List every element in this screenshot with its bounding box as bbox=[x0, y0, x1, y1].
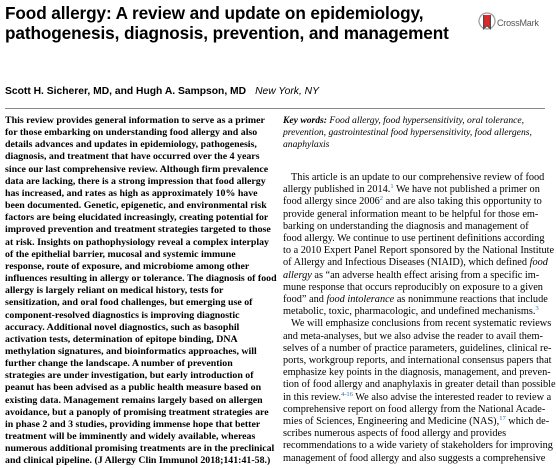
citation-link[interactable]: 4-16 bbox=[340, 390, 353, 398]
abstract-line: peanut has been advised as a public health measure based on bbox=[5, 382, 262, 394]
abstract-line: treatment will be imminently and widely available, whereas bbox=[5, 431, 256, 443]
keywords-line: anaphylaxis bbox=[283, 139, 330, 151]
body-fragment: food intolerance bbox=[323, 294, 395, 306]
body-line: to a 2010 Expert Panel Report sponsored by the National Institute bbox=[283, 245, 555, 257]
citation-link[interactable]: 2 bbox=[379, 195, 383, 203]
body-line: food allergy. We continue to use pertinent definitions according bbox=[283, 233, 545, 245]
body-fragment: and are also taking this opportunity to bbox=[383, 196, 542, 208]
body-fragment: We have not published a primer on bbox=[393, 184, 540, 196]
body-fragment: food bbox=[527, 257, 548, 269]
abstract-line: data are lacking, there is a strong impression that food allergy bbox=[5, 175, 266, 187]
body-line: and meta-analyses, but we also advise the reader to avail them- bbox=[283, 330, 543, 342]
abstract-line: activation tests, determination of epitope binding, DNA bbox=[5, 333, 238, 345]
body-line: recommendations to a wide variety of stakeholders for improving bbox=[283, 440, 553, 452]
body-line: selves of a number of practice parameters, guidelines, clinical re- bbox=[283, 342, 552, 354]
body-line: barking on understanding the diagnosis and management of bbox=[283, 220, 529, 232]
abstract-line: diagnosis, and treatment that have occurred over the 4 years bbox=[5, 151, 260, 163]
author-affiliation: New York, NY bbox=[255, 86, 319, 97]
body-line: ports, workgroup reports, and international consensus papers that bbox=[283, 355, 552, 367]
abstract-line: avoidance, but a panoply of promising treatment strategies are bbox=[5, 406, 269, 418]
crossmark-icon bbox=[478, 12, 496, 36]
citation-link[interactable]: 3 bbox=[535, 305, 539, 313]
body-fragment: in this review. bbox=[283, 391, 341, 403]
crossmark-label: CrossMark bbox=[497, 18, 539, 28]
keywords-line: prevention, gastrointestinal food hypersensitivity, food allergens, bbox=[283, 127, 532, 139]
abstract-line: of the epithelial barrier, mucosal and systemic immune bbox=[5, 248, 236, 260]
body-fragment: of Allergy and Infectious Diseases (NIAID), which defined bbox=[283, 257, 528, 269]
abstract-line: response, route of exposure, and microbiome among other bbox=[5, 260, 250, 272]
body-fragment: which de- bbox=[505, 416, 550, 428]
abstract bbox=[5, 115, 277, 468]
body-line bbox=[283, 294, 548, 306]
abstract-line: improved prevention and treatment strategies targeted to those bbox=[5, 224, 271, 236]
body-fragment: as “an adverse health effect arising from a specific im- bbox=[311, 269, 540, 281]
body-fragment: as nonimmune reactions that include bbox=[394, 294, 548, 306]
abstract-line: has increased, and rates as high as approximately 10% have bbox=[5, 187, 258, 199]
body-line bbox=[283, 270, 545, 282]
body-line: comprehensive report on food allergy from the National Acade- bbox=[283, 403, 546, 415]
body-fragment: metabolic, toxic, pharmacologic, and undefined mechanisms. bbox=[283, 306, 536, 318]
body-line bbox=[283, 306, 545, 318]
body-line bbox=[283, 415, 550, 428]
abstract-line: at risk. Insights on pathophysiology reveal a complex interplay bbox=[5, 236, 269, 248]
body-line: scribes numerous aspects of food allergy and provides bbox=[283, 428, 507, 440]
abstract-line: since our last comprehensive review. Although firm prevalence bbox=[5, 163, 269, 175]
keywords-line bbox=[283, 115, 545, 127]
body-line bbox=[283, 257, 548, 269]
abstract-line: in phase 2 and 3 studies, providing immense hope that better bbox=[5, 418, 261, 430]
body-line: We will emphasize conclusions from recent systematic reviews bbox=[291, 318, 552, 330]
body-line: provide general information meant to be helpful for those em- bbox=[283, 208, 539, 220]
author-names: Scott H. Sicherer, MD, and Hugh A. Sampson, MD bbox=[5, 86, 247, 97]
body-fragment: We also advise the interested reader to review a bbox=[352, 391, 552, 403]
keywords-block bbox=[283, 115, 545, 151]
citation-link[interactable]: 17 bbox=[499, 415, 506, 423]
body-line bbox=[283, 196, 545, 208]
keywords-text: Food allergy, food hypersensitivity, oral tolerance, bbox=[329, 115, 525, 126]
body-line bbox=[283, 390, 552, 404]
abstract-line: sensitization, and oral food challenges, but emerging use of bbox=[5, 297, 253, 309]
body-fragment: food” and bbox=[283, 294, 324, 306]
abstract-line: existing data. Management remains largely based on allergen bbox=[5, 394, 263, 406]
crossmark-badge[interactable] bbox=[475, 12, 551, 46]
abstract-line: for those embarking on understanding food allergy and also bbox=[5, 127, 258, 139]
body-line bbox=[283, 184, 545, 196]
abstract-line: influences resulting in allergy or tolerance. The diagnosis of food bbox=[5, 273, 277, 285]
author-line bbox=[5, 86, 319, 97]
body-line: emphasize key points in the diagnosis, management, and preven- bbox=[283, 367, 551, 379]
body-line: mune response that occurs reproducibly on exposure to a given bbox=[283, 281, 543, 293]
body-text bbox=[283, 172, 556, 465]
abstract-line: details advances and updates in epidemiology, pathogenesis, bbox=[5, 139, 257, 151]
abstract-line: methylation signatures, and bioinformatics approaches, will bbox=[5, 345, 257, 357]
abstract-line: numerous additional promising treatments are in the preclinical bbox=[5, 443, 275, 455]
body-fragment: allergy published in 2014. bbox=[283, 184, 391, 196]
article-title: Food allergy: A review and update on epidemiology, pathogenesis, diagnosis, prevention, and management bbox=[5, 3, 449, 43]
abstract-line: component-resolved diagnostics is improving diagnostic bbox=[5, 309, 240, 321]
body-fragment: allergy bbox=[283, 269, 312, 281]
body-line: tion of food allergy and anaphylaxis in greater detail than possible bbox=[283, 379, 556, 391]
abstract-line: This review provides general information to serve as a primer bbox=[5, 115, 265, 126]
abstract-line: accuracy. Additional novel diagnostics, such as basophil bbox=[5, 321, 240, 333]
abstract-line: strategies are under investigation, but early introduction of bbox=[5, 370, 254, 382]
citation-link[interactable]: 1 bbox=[390, 183, 394, 191]
header-divider bbox=[5, 108, 545, 109]
abstract-line: further change the landscape. A number of prevention bbox=[5, 358, 233, 370]
body-fragment: mies of Sciences, Engineering and Medicine (NAS), bbox=[283, 416, 500, 428]
keywords-label: Key words: bbox=[283, 115, 327, 126]
body-line: This article is an update to our comprehensive review of food bbox=[291, 172, 545, 183]
abstract-line: factors are being elucidated increasingly, creating potential for bbox=[5, 212, 269, 224]
body-fragment: food allergy since 2006 bbox=[283, 196, 380, 208]
abstract-line: allergy is largely reliant on medical history, tests for bbox=[5, 285, 224, 297]
abstract-line: and clinical pipeline. (J Allergy Clin Immunol 2018;141:41-58.) bbox=[5, 455, 271, 467]
body-line: management of food allergy and also suggests a comprehensive bbox=[283, 452, 546, 464]
abstract-line: been documented. Genetic, epigenetic, and environmental risk bbox=[5, 200, 267, 212]
